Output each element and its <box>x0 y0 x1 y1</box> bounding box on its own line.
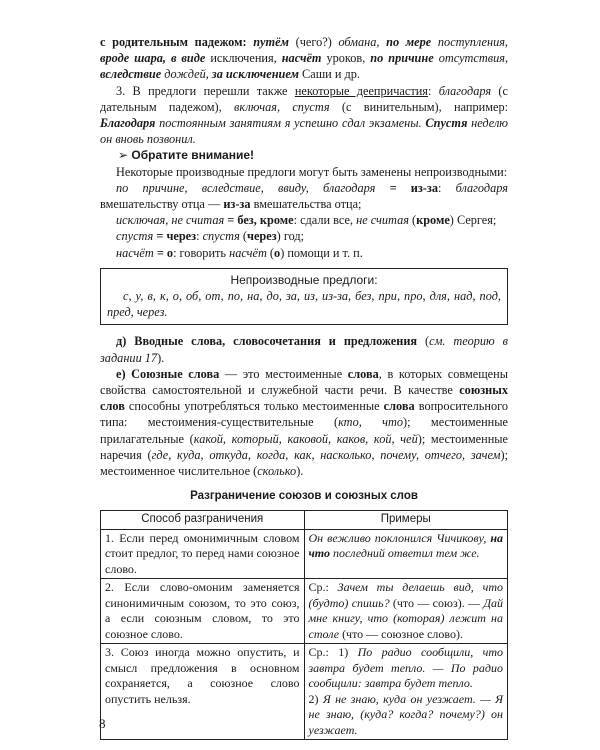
text: без, кроме <box>237 213 294 228</box>
text: исключения, <box>210 51 277 66</box>
text: о <box>274 245 281 260</box>
text: дождей, <box>164 67 209 82</box>
text: (чего?) <box>288 35 339 49</box>
section-d <box>100 333 508 365</box>
text: Благодаря <box>100 116 156 131</box>
text: последний ответил тем же. <box>329 546 480 561</box>
text: ). <box>296 464 304 479</box>
attention-heading <box>118 147 508 163</box>
text: в виде <box>170 51 206 66</box>
text: насчёт <box>116 245 154 260</box>
derivative-line-4 <box>100 245 508 261</box>
table-row <box>101 579 508 644</box>
paragraph-genitive <box>100 34 508 83</box>
text: за исключением <box>211 67 299 82</box>
table-cell: 2. Если слово-омоним заменяется синонимичным союзом, то это союз, а если союзным словом, то это союзное слово. <box>101 579 305 644</box>
table-cell <box>304 644 508 740</box>
text: где, куда, откуда, когда, как, насколько, почему, отчего, зачем <box>151 447 501 462</box>
text: поступления, <box>437 35 509 49</box>
text: ( <box>266 245 275 260</box>
text: Спустя <box>425 116 468 131</box>
text: кроме <box>416 213 450 228</box>
box-text: с, у, в, к, о, об, от, по, на, до, за, из, из-за, без, при, про, для, над, под, пред, через. <box>107 289 501 320</box>
text: 2) <box>308 691 323 706</box>
text: Он вежливо поклонился Чичикову, <box>308 530 491 545</box>
text: кто, что <box>338 415 404 430</box>
text: Зачем ты делаешь вид, что (будто) спишь? <box>308 580 504 610</box>
table-cell <box>304 579 508 644</box>
text: = <box>224 213 238 228</box>
table-row <box>101 529 508 579</box>
text: насчёт <box>281 51 322 66</box>
box-title: Непроизводные предлоги: <box>230 272 378 287</box>
text: — это местоименные <box>219 366 348 381</box>
text: ) год; <box>276 229 305 244</box>
text: насчёт <box>229 245 267 260</box>
text: путём <box>253 35 289 49</box>
text: из-за <box>410 180 438 195</box>
text: по мере <box>386 35 432 49</box>
text: уроков, <box>326 51 366 66</box>
text: : говорить <box>173 245 230 260</box>
text: е) Союзные слова <box>116 366 220 381</box>
table-header-examples: Примеры <box>304 511 508 530</box>
text: ( <box>239 229 248 244</box>
text: вопросительного типа: местоимения-существительные ( <box>100 399 509 430</box>
table-row <box>101 644 508 740</box>
text: по причине, вследствие, ввиду, благодаря <box>116 180 376 195</box>
text: : <box>196 229 203 244</box>
text: не считая <box>356 213 409 228</box>
text: через <box>247 229 277 244</box>
attention-label: Обратите внимание! <box>131 148 254 163</box>
text: (с винительным), например: <box>329 99 509 114</box>
text: на что <box>308 530 503 561</box>
text: Дай мне книгу, что (которая) лежит на столе <box>308 595 503 641</box>
text: с родительным падежом: <box>100 35 247 49</box>
table-header-row <box>101 511 508 530</box>
text: обмана, <box>338 35 380 49</box>
text: вмешательства отца; <box>250 197 362 212</box>
text: ); местоименные прилагательные ( <box>100 415 508 446</box>
text: ) помощи и т. п. <box>280 245 363 260</box>
text: см. теорию в задании 17 <box>100 334 509 365</box>
derivative-line-2 <box>100 212 508 228</box>
arrow-marker-icon: ➢ <box>118 148 129 163</box>
text: 3. В предлоги перешли также <box>116 83 295 98</box>
text: = <box>153 229 167 244</box>
text: некоторые деепричастия <box>294 83 428 98</box>
text: : сдали все, <box>293 213 357 228</box>
text: : <box>437 180 456 195</box>
text: слова <box>347 366 379 381</box>
text: о <box>166 245 174 260</box>
text: Ср.: <box>308 580 338 595</box>
page-number: 8 <box>99 716 106 731</box>
text: вроде шара, <box>100 51 166 66</box>
text: ) Сергея; <box>449 213 497 228</box>
text: включая, спустя <box>234 99 330 114</box>
text: ( <box>417 334 430 349</box>
table-header-method: Способ разграничения <box>101 511 305 530</box>
text: способны употребляться только местоименные <box>124 399 384 414</box>
text: сколько <box>257 464 297 479</box>
text: благодаря <box>455 180 508 195</box>
text: отсутствия, <box>438 51 509 66</box>
text: слова <box>383 399 415 414</box>
text: (с дательным падежом), <box>100 83 508 114</box>
text: вследствие <box>100 67 162 82</box>
table-cell <box>304 529 508 579</box>
text: , в которых совмещены свойства самостоятельной и служебной части речи. В качестве <box>100 366 508 398</box>
table-cell: 3. Союз иногда можно опустить, и смысл предложения в основном сохраняется, а союзное слово опустить нельзя. <box>101 644 305 740</box>
derivative-intro: Некоторые производные предлоги могут быть заменены непроизводными: <box>116 164 508 179</box>
table-cell: 1. Если перед омонимичным словом стоит предлог, то перед нами союзное слово. <box>101 529 305 579</box>
text: ); местоименное числительное ( <box>100 447 508 479</box>
comparison-table <box>100 510 508 740</box>
table-title: Разграничение союзов и союзных слов <box>190 490 418 503</box>
text: (что — союзное слово). <box>339 626 463 641</box>
text: Ср.: 1) <box>308 645 358 660</box>
text: исключая, не считая <box>116 213 225 228</box>
derivative-line-3 <box>100 228 508 244</box>
paragraph-gerunds <box>100 83 508 148</box>
text: = <box>153 245 167 260</box>
text: По радио сообщили, что завтра будет тепло. — По радио сообщили: завтра будет тепло. <box>308 645 503 691</box>
text: через <box>166 229 197 244</box>
text: союзных слов <box>100 383 508 414</box>
section-e <box>100 366 508 479</box>
text: ). <box>157 350 165 365</box>
text: ( <box>408 213 417 228</box>
text: Саши и др. <box>302 67 360 82</box>
text: по причине <box>370 51 434 66</box>
text: благодаря <box>438 83 492 98</box>
derivative-line-1 <box>100 180 508 212</box>
text: из-за <box>223 197 251 212</box>
text: д) Вводные слова, словосочетания и предложения <box>116 334 418 349</box>
text: вмешательству отца — <box>100 197 224 212</box>
text: Я не знаю, куда он уезжает. — Я не знаю, (куда? когда? почему?) он уезжает. <box>308 691 503 737</box>
text: : <box>427 83 439 98</box>
text: неделю он вновь позвонил. <box>100 116 508 147</box>
text: = <box>375 180 411 195</box>
text: ); местоименные наречия ( <box>100 431 508 462</box>
text: какой, который, каковой, каков, кой, чей <box>193 431 418 446</box>
text: спустя <box>116 229 154 244</box>
text: постоянным занятиям я успешно сдал экзамены. <box>155 116 426 131</box>
page-content <box>100 34 508 740</box>
text: (что — союз). — <box>389 595 484 610</box>
text: спустя <box>202 229 240 244</box>
nonderivative-prepositions-box <box>100 268 508 326</box>
